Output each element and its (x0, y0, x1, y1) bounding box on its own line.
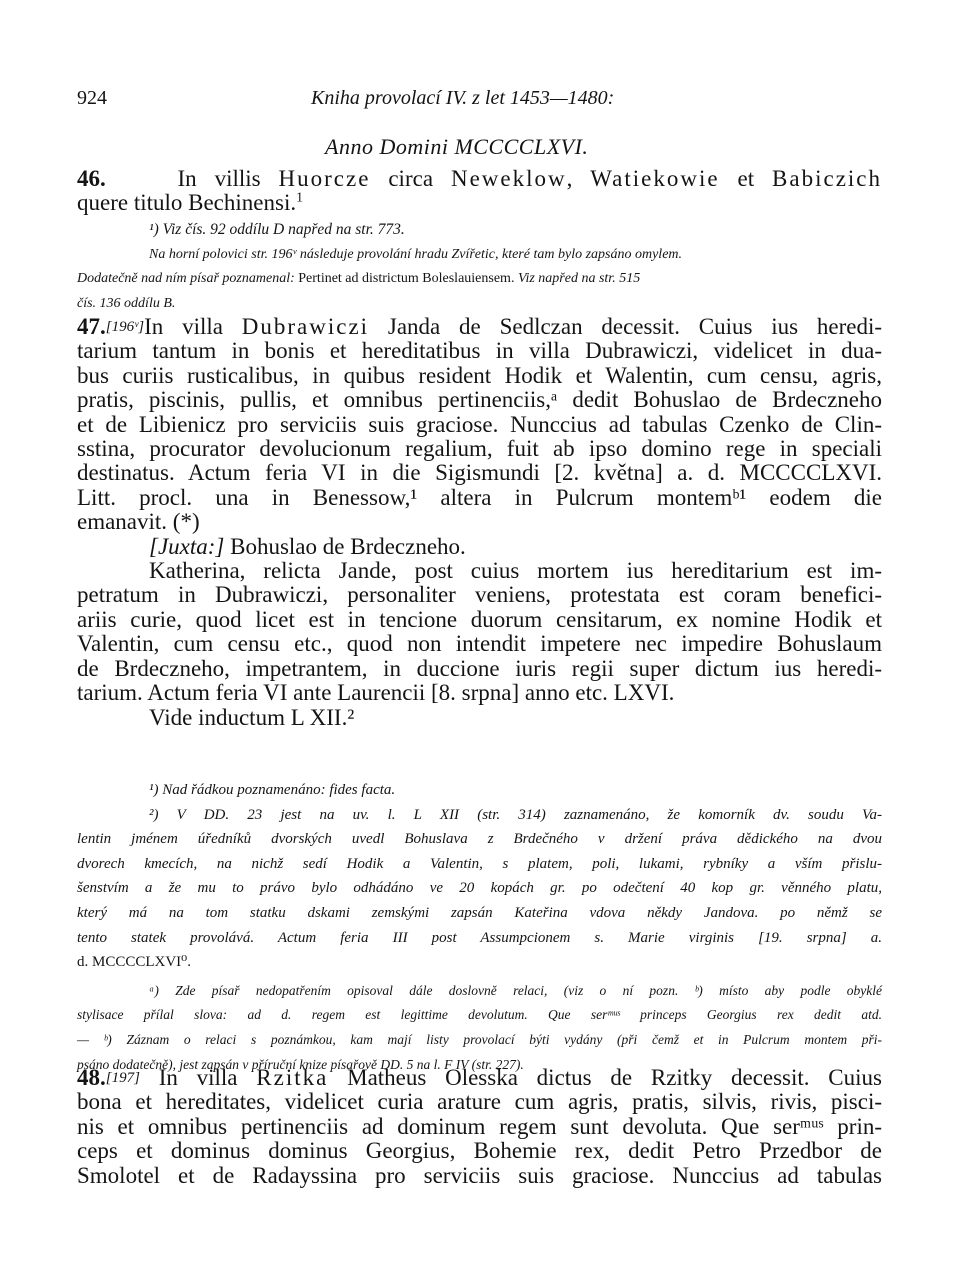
juxta-label: [Juxta:] (149, 533, 225, 559)
footnote: ²) V DD. 23 jest na uv. l. L XII (str. 314) zaznamenáno, že komorník dv. soudu Va- (149, 806, 882, 823)
footnote: lentin jménem úředníků dvorských uvedl Bohuslava z Brdečného v držení práva dědického na dvou (77, 831, 882, 848)
entry-number: 48. (77, 1065, 106, 1090)
text-line: bona et hereditates, videlicet curia arature cum agris, pratis, silvis, rivis, pisci- (77, 1089, 882, 1115)
entry-46-line-2: quere titulo Bechinensi.$^1$ (77, 189, 303, 216)
text-line: Litt. procl. una in Benessow,¹ altera in Pulcrum montemᵇ¹ eodem die (77, 484, 882, 510)
page-number: 924 (77, 87, 107, 109)
footnote: ¹) Viz čís. 92 oddílu D napřed na str. 773. (149, 221, 405, 238)
text-line: tarium. Actum feria VI ante Laurencii [8. srpna] anno etc. LXVI. (77, 680, 675, 706)
entry-47-line-1: 47.[196ᵛ]In villa Dubrawiczi Janda de Sedlczan decessit. Cuius ius heredi- (77, 314, 883, 339)
entry-number: 47. (77, 314, 106, 339)
text-line: ceps et dominus dominus Georgius, Bohemie rex, dedit Petro Przedbor de (77, 1138, 882, 1164)
place-name: Dubrawiczi (241, 314, 370, 339)
entry-47 (77, 315, 882, 730)
place-name: Neweklow (450, 166, 567, 191)
running-title: Kniha provolací IV. z let 1453—1480: (311, 87, 615, 109)
text-line: petratum in Dubrawiczi, personaliter veniens, protestata est coram benefici- (77, 582, 882, 608)
footnote: šenstvím a že mu to právo bylo odhádáno ve 20 kopách gr. po odečtení 40 kop gr. věnného platu, (77, 880, 882, 897)
place-name: Watiekowie (590, 166, 720, 191)
text-line: ariis curie, quod licet est in tencione duorum censitarum, ex nomine Hodik et (77, 606, 882, 632)
text-line: destinatus. Actum feria VI in die Sigismundi [2. května] a. d. MCCCCLXVI. (77, 460, 882, 486)
entry-46-footnotes (77, 218, 882, 316)
text-line: tarium tantum in bonis et hereditatibus in villa Dubrawiczi, videlicet in dua- (77, 338, 882, 364)
juxta-line: [Juxta:] Bohuslao de Brdeczneho. (149, 533, 466, 559)
text-line: de Brdeczneho, impetrantem, in duccione iuris regii super dictum ius heredi- (77, 655, 882, 681)
footnote: ¹) Nad řádkou poznamenáno: fides facta. (149, 782, 396, 798)
entry-48-line-1: 48.[197] In villa Rzitka Matheus Olesska dictus de Rzitky decessit. Cuius (77, 1065, 882, 1090)
text-line: et de Libienicz pro serviciis suis graciose. Nunccius ad tabulas Czenko de Clin- (77, 411, 882, 437)
entry-46-line-1: 46. In villis Huorcze circa Neweklow, Watiekowie et Babiczich (77, 166, 883, 191)
footnote: dvorech kmecích, na nichž sedí Hodik a Valentin, s platem, poli, lukami, rybníky a vším přislu- (77, 855, 882, 872)
place-name: Huorcze (278, 166, 371, 191)
footnote: čís. 136 oddílu B. (77, 295, 176, 311)
footnote: ᵃ) Zde písař nedopatřením opisoval dále doslovně relaci, (viz o ní pozn. ᵇ) místo aby podle obyklé (149, 982, 882, 998)
footnote-ref: 1 (296, 189, 303, 205)
text-line: bus curiis rusticalibus, in quibus resident Hodik et Walentin, cum censu, agris, (77, 362, 882, 388)
entry-46 (77, 167, 882, 216)
footnote: — ᵇ) Záznam o relaci s poznámkou, kam mají listy provolací býti vydány (při čemž et in Pulcrum montem při- (77, 1031, 882, 1047)
footnote: d. MCCCCLXVI⁰. (77, 954, 191, 971)
footnote: který má na tom statku dskami zemskými zapsán Kateřina vdova někdy Jandova. po němž se (77, 904, 882, 921)
text-line: Katherina, relicta Jande, post cuius mortem ius hereditarium est im- (149, 558, 882, 584)
entry-number: 46. (77, 166, 106, 191)
folio-marker: [197] (105, 1070, 140, 1086)
footnote: Na horní polovici str. 196ᵛ následuje provolání hradu Zvířetic, které tam bylo zapsáno omylem. (149, 246, 683, 262)
entry-47-footnotes (77, 778, 882, 1077)
text-line: Valentin, cum censu etc., quod non intendit impetere nec impedire Bohuslaum (77, 631, 882, 657)
footnote: psáno dodatečně), jest zapsán v příruční knize písařově DD. 5 na l. F IV (str. 227). (77, 1056, 524, 1072)
text-line: pratis, piscinis, pullis, et omnibus pertinenciis,ᵃ dedit Bohuslao de Brdeczneho (77, 387, 882, 413)
text-line: sstina, procurator devolucionum regalium, fuit ab ipso domino rege in speciali (77, 436, 882, 462)
footnote: stylisace přílal slova: ad d. regem est legittime devolutum. Que serᵐᵘˢ princeps Georgius rex dedit atd. (77, 1007, 882, 1023)
footnote: tento statek provolává. Actum feria III post Assumpcionem s. Marie virginis [19. srpna] a. (77, 929, 882, 946)
folio-marker: [196ᵛ] (105, 319, 145, 335)
running-header (77, 87, 882, 113)
place-name: Rzitka (256, 1065, 329, 1090)
text-line: nis et omnibus pertinenciis ad dominum regem sunt devoluta. Que serᵐᵘˢ prin- (77, 1113, 882, 1139)
vide-line: Vide inductum L XII.² (149, 704, 355, 730)
year-heading: Anno Domini MCCCCLXVI. (325, 134, 589, 159)
footnote: Dodatečně nad ním písař poznamenal: Pertinet ad districtum Boleslauiensem. Viz napřed na str. 515 (77, 271, 641, 287)
place-name: Babiczich (772, 166, 883, 191)
entry-48 (77, 1066, 882, 1188)
text-line: Smolotel et de Radayssina pro serviciis suis graciose. Nunccius ad tabulas (77, 1162, 882, 1188)
text-line: emanavit. (*) (77, 509, 200, 535)
